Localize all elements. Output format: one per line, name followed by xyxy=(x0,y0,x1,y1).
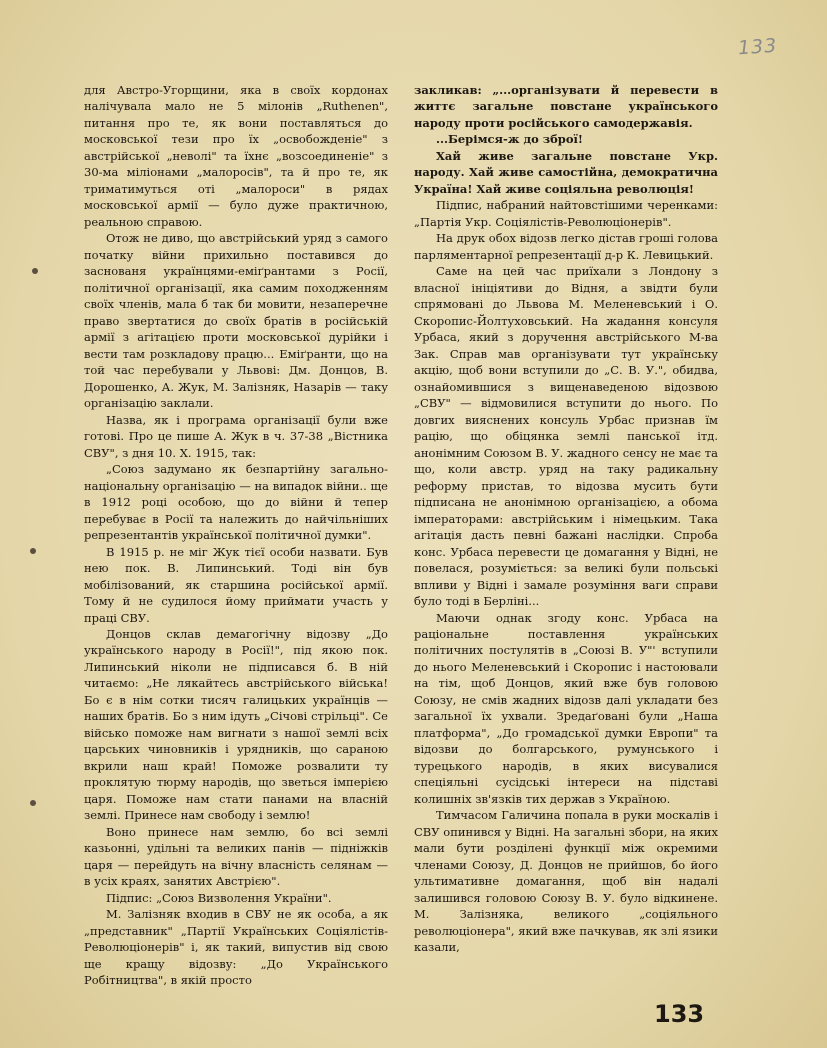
paragraph: для Австро-Угорщини, яка в своїх кордонах налічувала мало не 5 мілонів „Ruthenen", питання про те, як вони поставляться до московської тези про їх „освобожденіе" з австрійської „неволі" та їхнє „возсоединеніе" з 30-ма міліонами „малоросів", та й про те, як триматимуться оті „малороси" в рядах московської армії — було дуже практичною, реальною справою. xyxy=(84,83,388,229)
paragraph: Назва, як і програма організації були вже готові. Про це пише А. Жук в ч. 37-38 „Вістника СВУ", з дня 10. Х. 1915, так: xyxy=(84,412,388,460)
paragraph: В 1915 р. не міг Жук тієї особи назвати. Був нею пок. В. Липинський. Тоді він був мобілізований, як старшина російської армії. Тому й не судилося йому приймати участь у праці СВУ. xyxy=(84,544,388,625)
margin-punch-hole xyxy=(30,548,36,554)
right-text-column xyxy=(414,82,718,956)
paragraph: Хай живе загальне повстане Укр. народу. Хай живе самостійна, демократична Україна! Хай живе соціяльна революція! xyxy=(414,148,718,196)
paragraph: Підпис, набраний найтовстішими черенками: „Партія Укр. Соціялістів-Революціонерів". xyxy=(414,198,718,229)
paragraph: Підпис: „Союз Визволення України". xyxy=(106,890,332,905)
paragraph: М. Залізняк входив в СВУ не як особа, а як „представник" „Партії Українських Соціялістів-Революціонерів" і, як такий, випустив від свою ще кращу відозву: „До Українського Робітництва", в якій просто xyxy=(84,907,388,988)
left-text-column xyxy=(84,82,388,989)
handwritten-page-number: 133 xyxy=(737,34,778,60)
paragraph: На друк обох відозв легко дістав гроші голова парляментарної репрезентації д-р К. Левицький. xyxy=(414,231,718,262)
paragraph: Воно принесе нам землю, бо всі землі казьонні, удільні та великих панів — підніжків царя — перейдуть на вічну власність селянам — в усіх краях, занятих Австрією". xyxy=(84,824,388,889)
paragraph: Маючи однак згоду конс. Урбаса на раціональне поставлення українських політичних постулятів в „Союзі В. У"' вступили до нього Меленевський і Скоропис і настоювали на тім, щоб Донцов, який вже був головою Союзу, не смів жадних відозв далі укладати без загальної їх ухвали. Зредаґовані були „Наша платформа", „До громадської думки Европи" та відозви до болгарського, румунського і турецького народів, в яких висувалися спеціяльні сусідські інтереси на підставі колишніх зв'язків тих держав з Україною. xyxy=(414,610,718,806)
paragraph: „Союз задумано як безпартійну загально-національну організацію — на випадок війни.. ще в 1912 році особою, що до війни й тепер перебуває в Росії та належить до найчільніших репрезентантів української політичної думки". xyxy=(84,462,388,543)
paragraph: закликав: „...організувати й перевести в життє загальне повстане українського народу проти російського самодержавія. xyxy=(414,83,718,130)
paragraph: Тимчасом Галичина попала в руки москалів і СВУ опинився у Відні. На загальні збори, на яких мали бути розділені функції між окремими членами Союзу, Д. Донцов не прийшов, бо його ультимативне домагання, щоб він надалі залишився головою Союзу В. У. було відкинене. М. Залізняка, великого „соціяльного революціонера", який вже пачкував, як злі язики казали, xyxy=(414,808,718,955)
margin-punch-hole xyxy=(32,268,38,274)
paragraph: ...Берімся-ж до зброї! xyxy=(436,132,583,147)
paragraph: Донцов склав демагогічну відозву „До українського народу в Росії!", під якою пок. Липинський ніколи не підписався б. В ній читаємо: „Не лякайтесь австрійського війська! Бо є в нім сотки тисяч галицьких українців — наших братів. Бо з ним ідуть „Січові стрільці". Се військо поможе нам вигнати з нашої землі всіх царських чиновників і урядників, що сараною вкрили наш край! Поможе розвалити ту проклятую тюрму народів, що зветься імперією царя. Поможе нам стати панами на власній землі. Принесе нам свободу і землю! xyxy=(84,626,388,823)
paragraph: Отож не диво, що австрійський уряд з самого початку війни прихильно поставився до заснованя українцями-еміґрантами з Росії, політичної організації, яка самим походженням своїх членів, мала б так би мовити, незаперечне право звертатися до своїх братів в російській армії з агітацією проти московської дурійки і вести там розкладову працю... Еміґранти, що на той час перебували у Львові: Дм. Донцов, В. Дорошенко, А. Жук, М. Залізняк, Назарів — таку організацію заклали. xyxy=(84,231,388,411)
page-number: 133 xyxy=(654,1000,705,1028)
margin-punch-hole xyxy=(30,800,36,806)
paragraph: Саме на цей час приїхали з Лондону з власної ініціятиви до Відня, а звідти були спрямовані до Львова М. Меленевський і О. Скоропис-Йолтуховський. На жадання консуля Урбаса, який з доручення австрійського М-ва Зак. Справ мав організувати тут українську акцію, щоб вони вступили до „С. В. У.", обидва, ознайомившися з вищенаведеною відозвою „СВУ" — відмовилися вступити до нього. По довгих вияснених консуль Урбас признав їм рацію, що обіцянка землі панської ітд. анонімним Союзом В. У. жадного сенсу не має та що, коли австр. уряд на таку радикальну реформу пристав, то відозва мусить бути підписана не анонімною організацією, а обома імператорами: австрійським і німецьким. Така агітація дасть певні бажані наслідки. Спроба конс. Урбаса перевести це домагання у Відні, не повелася, розуміється: за великі були польські впливи у Відні і замале розуміння ваги справи було тоді в Берліні... xyxy=(414,264,718,609)
